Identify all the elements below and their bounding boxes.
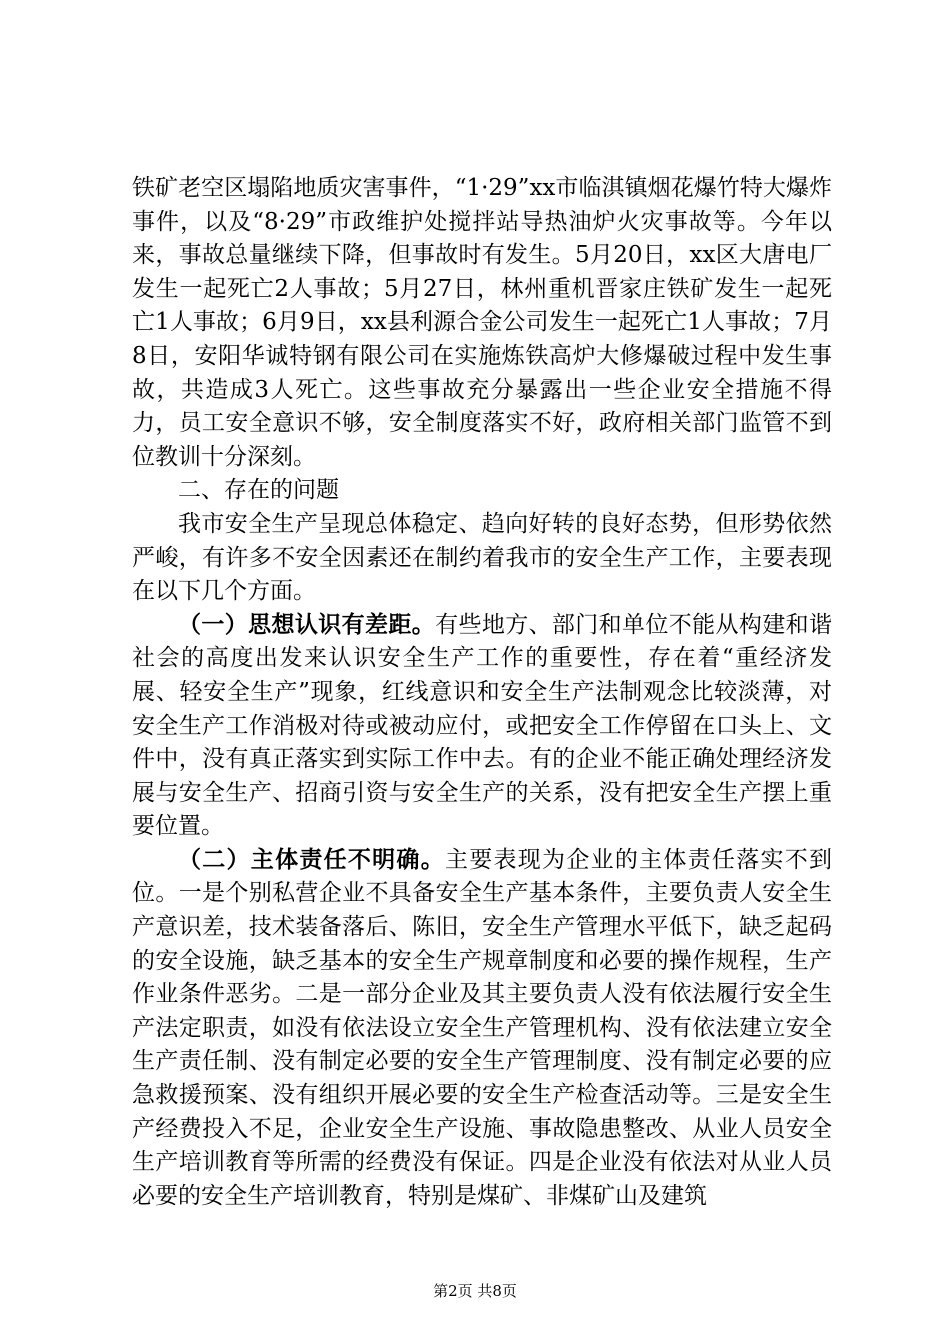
paragraph-overview: 我市安全生产呈现总体稳定、趋向好转的良好态势，但形势依然严峻，有许多不安全因素还在制约着我市的安全生产工作，主要表现在以下几个方面。: [132, 510, 832, 605]
document-body: [132, 172, 832, 1213]
paragraph-awareness-body: 有些地方、部门和单位不能从构建和谐社会的高度出发来认识安全生产工作的重要性，存在着“重经济发展、轻安全生产”现象，红线意识和安全生产法制观念比较淡薄，对安全生产工作消极对待或被动应付，或把安全工作停留在口头上、文件中，没有真正落实到实际工作中去。有的企业不能正确处理经济发展与安全生产、招商引资与安全生产的关系，没有把安全生产摆上重要位置。: [132, 611, 833, 840]
paragraph-awareness: [132, 609, 832, 844]
paragraph-responsibility: [132, 844, 832, 1214]
section-heading-problems: 二、存在的问题: [178, 477, 339, 504]
paragraph-accident-summary: 铁矿老空区塌陷地质灾害事件，“1·29”xx市临淇镇烟花爆竹特大爆炸事件，以及“8·29”市政维护处搅拌站导热油炉火灾事故等。今年以来，事故总量继续下降，但事故时有发生。5月20日，xx区大唐电厂发生一起死亡2人事故；5月27日，林州重机晋家庄铁矿发生一起死亡1人事故；6月9日，xx县利源合金公司发生一起死亡1人事故；7月8日，安阳华诚特钢有限公司在实施炼铁高炉大修爆破过程中发生事故，共造成3人死亡。这些事故充分暴露出一些企业安全措施不得力，员工安全意识不够，安全制度落实不好，政府相关部门监管不到位教训十分深刻。: [132, 175, 832, 470]
paragraph-responsibility-body: 主要表现为企业的主体责任落实不到位。一是个别私营企业不具备安全生产基本条件，主要负责人安全生产意识差，技术装备落后、陈旧，安全生产管理水平低下，缺乏起码的安全设施，缺乏基本的安全生产规章制度和必要的操作规程，生产作业条件恶劣。二是一部分企业及其主要负责人没有依法履行安全生产法定职责，如没有依法设立安全生产管理机构、没有依法建立安全生产责任制、没有制定必要的安全生产管理制度、没有制定必要的应急救援预案、没有组织开展必要的安全生产检查活动等。三是安全生产经费投入不足，企业安全生产设施、事故隐患整改、从业人员安全生产培训教育等所需的经费没有保证。四是企业没有依法对从业人员必要的安全生产培训教育，特别是煤矿、非煤矿山及建筑: [132, 846, 833, 1209]
page-footer: 第2页 共8页: [433, 1282, 517, 1300]
subheading-responsibility: （二）主体责任不明确。: [178, 846, 445, 873]
subheading-awareness: （一）思想认识有差距。: [178, 611, 436, 638]
